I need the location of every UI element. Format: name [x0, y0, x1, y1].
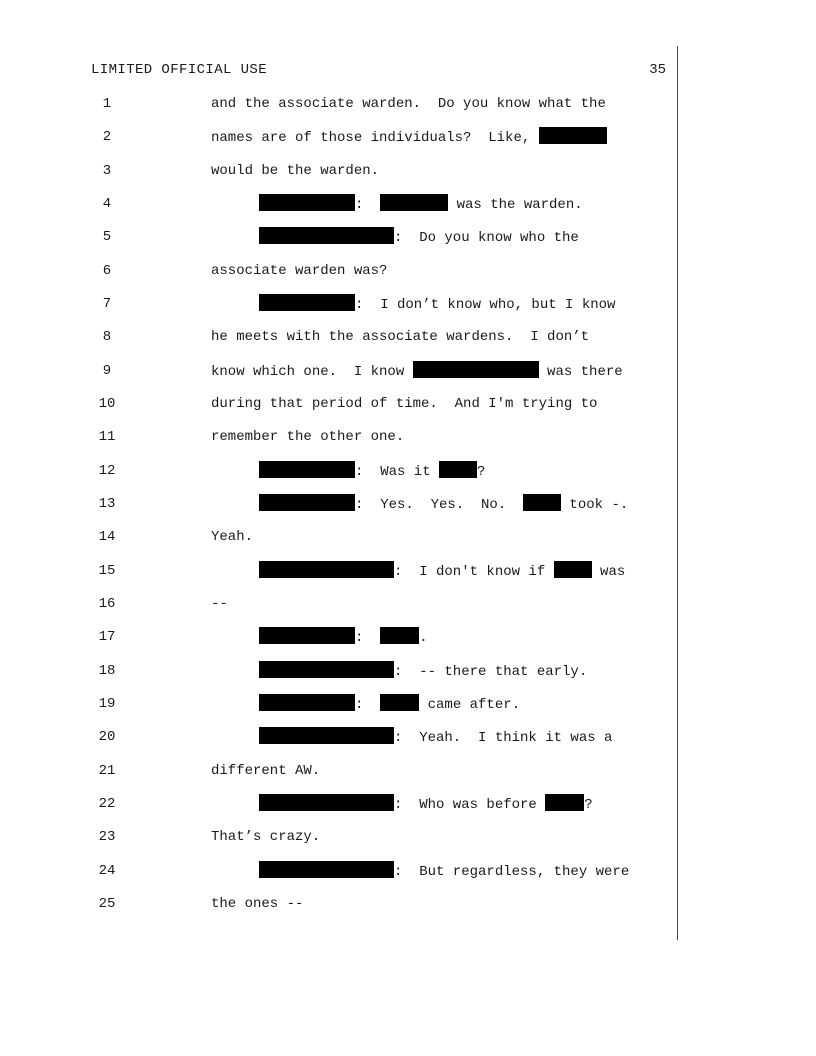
transcript-line: [0, 361, 680, 381]
redacted-speaker: [259, 561, 394, 578]
line-text: : -- there that early.: [259, 661, 587, 682]
redacted-speaker: [259, 227, 394, 244]
redaction-block: [439, 461, 477, 478]
line-text: know which one. I know was there: [211, 361, 623, 382]
page-number: 35: [649, 62, 666, 78]
line-number: 25: [98, 896, 116, 912]
redacted-speaker: [259, 661, 394, 678]
line-text: would be the warden.: [211, 163, 380, 179]
line-number: 5: [102, 229, 112, 245]
transcript-line: [0, 694, 680, 714]
line-number: 13: [98, 496, 116, 512]
line-text: associate warden was?: [211, 263, 388, 279]
transcript-line: [0, 127, 680, 147]
line-number: 2: [102, 129, 112, 145]
line-text: names are of those individuals? Like,: [211, 127, 607, 148]
line-text: Yeah.: [211, 529, 254, 545]
transcript-line: [0, 261, 680, 281]
redacted-speaker: [259, 494, 355, 511]
transcript-line: [0, 894, 680, 914]
line-text: : Do you know who the: [259, 227, 579, 248]
line-number: 8: [102, 329, 112, 345]
transcript-line: [0, 627, 680, 647]
transcript-line: [0, 294, 680, 314]
line-text: during that period of time. And I'm trying to: [211, 396, 598, 412]
line-number: 4: [102, 196, 112, 212]
classification-header: LIMITED OFFICIAL USE: [91, 62, 268, 78]
transcript-line: [0, 594, 680, 614]
line-number: 11: [98, 429, 116, 445]
transcript-line: [0, 827, 680, 847]
transcript-line: [0, 527, 680, 547]
transcript-line: [0, 727, 680, 747]
line-text: : Who was before ?: [259, 794, 593, 815]
line-number: 20: [98, 729, 116, 745]
redaction-block: [413, 361, 539, 378]
line-text: : I don’t know who, but I know: [259, 294, 615, 315]
transcript-line: [0, 427, 680, 447]
line-number: 14: [98, 529, 116, 545]
transcript-line: [0, 794, 680, 814]
line-number: 9: [102, 363, 112, 379]
line-text: : came after.: [259, 694, 520, 715]
line-text: he meets with the associate wardens. I don’t: [211, 329, 590, 345]
line-text: : Was it ?: [259, 461, 485, 482]
line-text: : Yes. Yes. No. took -.: [259, 494, 628, 515]
line-number: 17: [98, 629, 116, 645]
transcript-line: [0, 94, 680, 114]
transcript-line: [0, 761, 680, 781]
line-number: 23: [98, 829, 116, 845]
line-number: 22: [98, 796, 116, 812]
line-text: --: [211, 596, 228, 612]
redaction-block: [523, 494, 561, 511]
transcript-line: [0, 327, 680, 347]
redacted-speaker: [259, 294, 355, 311]
redaction-block: [554, 561, 592, 578]
transcript-line: [0, 461, 680, 481]
line-number: 24: [98, 863, 116, 879]
line-number: 6: [102, 263, 112, 279]
transcript-line: [0, 561, 680, 581]
transcript-line: [0, 227, 680, 247]
line-number: 15: [98, 563, 116, 579]
line-text: : Yeah. I think it was a: [259, 727, 612, 748]
line-text: and the associate warden. Do you know what the: [211, 96, 606, 112]
transcript-line: [0, 861, 680, 881]
line-text: the ones --: [211, 896, 304, 912]
line-text: : I don't know if was: [259, 561, 625, 582]
redaction-block: [380, 627, 419, 644]
redaction-block: [545, 794, 584, 811]
transcript-line: [0, 161, 680, 181]
line-number: 10: [98, 396, 116, 412]
line-number: 18: [98, 663, 116, 679]
redacted-speaker: [259, 861, 394, 878]
line-number: 12: [98, 463, 116, 479]
transcript-line: [0, 494, 680, 514]
line-text: That’s crazy.: [211, 829, 321, 845]
redacted-speaker: [259, 794, 394, 811]
line-number: 19: [98, 696, 116, 712]
line-number: 16: [98, 596, 116, 612]
redacted-speaker: [259, 727, 394, 744]
line-number: 1: [102, 96, 112, 112]
transcript-line: [0, 394, 680, 414]
line-text: : was the warden.: [259, 194, 583, 215]
redaction-block: [539, 127, 607, 144]
line-number: 7: [102, 296, 112, 312]
redaction-block: [380, 194, 448, 211]
redacted-speaker: [259, 194, 355, 211]
line-text: remember the other one.: [211, 429, 405, 445]
line-text: : But regardless, they were: [259, 861, 629, 882]
redacted-speaker: [259, 461, 355, 478]
line-number: 3: [102, 163, 112, 179]
line-number: 21: [98, 763, 116, 779]
redacted-speaker: [259, 694, 355, 711]
redaction-block: [380, 694, 419, 711]
transcript-line: [0, 661, 680, 681]
line-text: : .: [259, 627, 428, 648]
redacted-speaker: [259, 627, 355, 644]
transcript-line: [0, 194, 680, 214]
line-text: different AW.: [211, 763, 321, 779]
